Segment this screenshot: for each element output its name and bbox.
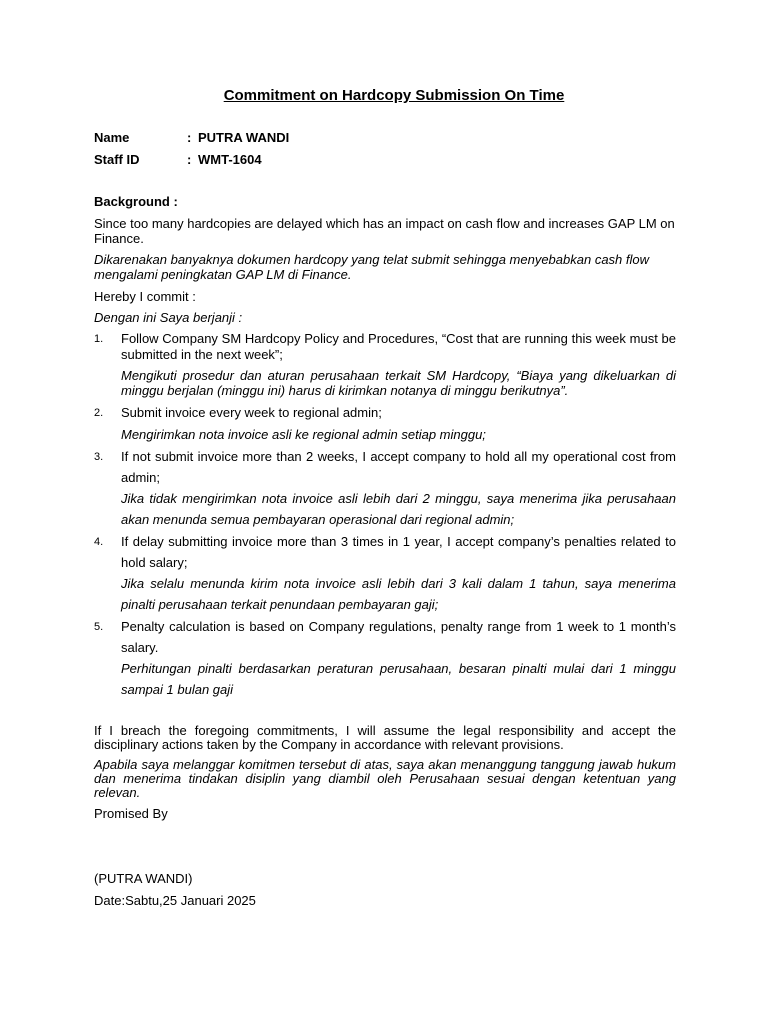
background-english: Since too many hardcopies are delayed which has an impact on cash flow and increases GAP LM on Finance.	[94, 216, 675, 246]
commit-indonesian: Dengan ini Saya berjanji :	[94, 310, 243, 325]
breach-english: If I breach the foregoing commitments, I will assume the legal responsibility and accept the disciplinary actions taken by the Company in accordance with relevant provisions.	[94, 723, 676, 752]
background-heading: Background :	[94, 194, 178, 209]
signature-date: Date:Sabtu,25 Januari 2025	[94, 893, 256, 908]
item-indonesian: Mengikuti prosedur dan aturan perusahaan terkait SM Hardcopy, “Biaya yang dikeluarkan di minggu berjalan (minggu ini) harus di kirimkan notanya di minggu berikutnya”.	[121, 368, 676, 398]
item-indonesian: Jika selalu menunda kirim nota invoice asli lebih dari 3 kali dalam 1 tahun, saya menerima pinalti perusahaan terkait penundaan pembayaran gaji;	[121, 576, 676, 612]
document-title: Commitment on Hardcopy Submission On Time	[223, 87, 565, 104]
name-separator: :	[187, 130, 192, 145]
name-value: PUTRA WANDI	[198, 130, 290, 145]
name-label: Name	[94, 130, 130, 145]
item-english: Submit invoice every week to regional admin;	[121, 405, 382, 420]
item-indonesian: Jika tidak mengirimkan nota invoice asli lebih dari 2 minggu, saya menerima jika perusahaan akan menunda semua pembayaran operasional dari regional admin;	[121, 491, 676, 527]
item-english: If delay submitting invoice more than 3 times in 1 year, I accept company’s penalties related to hold salary;	[121, 534, 676, 570]
background-indonesian: Dikarenakan banyaknya dokumen hardcopy yang telat submit sehingga menyebabkan cash flow mengalami peningkatan GAP LM di Finance.	[94, 252, 650, 282]
item-english: Penalty calculation is based on Company regulations, penalty range from 1 week to 1 month’s salary.	[121, 619, 676, 655]
item-english: If not submit invoice more than 2 weeks, I accept company to hold all my operational cost from admin;	[121, 449, 676, 485]
item-number: 1.	[94, 333, 104, 345]
staff-id-separator: :	[187, 152, 192, 167]
breach-indonesian: Apabila saya melanggar komitmen tersebut di atas, saya akan menanggung tanggung jawab hukum dan menerima tindakan disiplin yang diambil oleh Perusahaan sesuai dengan ketentuan yang relevan.	[94, 757, 676, 800]
item-indonesian: Mengirimkan nota invoice asli ke regional admin setiap minggu;	[121, 427, 486, 442]
promised-by-label: Promised By	[94, 806, 168, 821]
staff-id-field	[94, 152, 262, 167]
staff-id-label: Staff ID	[94, 152, 140, 167]
item-number: 5.	[94, 621, 104, 633]
item-number: 4.	[94, 536, 104, 548]
signer-name: (PUTRA WANDI)	[94, 871, 193, 886]
item-number: 3.	[94, 451, 104, 463]
item-number: 2.	[94, 407, 104, 419]
item-indonesian: Perhitungan pinalti berdasarkan peraturan perusahaan, besaran pinalti mulai dari 1 minggu sampai 1 bulan gaji	[121, 661, 676, 697]
staff-id-value: WMT-1604	[198, 152, 262, 167]
name-field	[94, 130, 289, 145]
commit-english: Hereby I commit :	[94, 289, 196, 304]
item-english: Follow Company SM Hardcopy Policy and Procedures, “Cost that are running this week must be submitted in the next week”;	[121, 331, 676, 362]
